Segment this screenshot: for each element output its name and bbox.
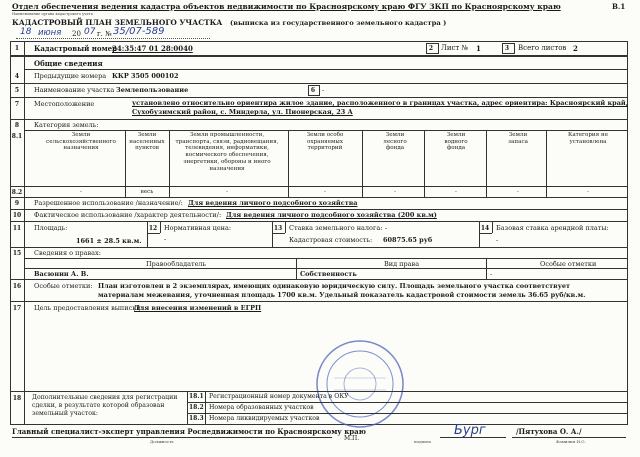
row-num: 16 [12,283,22,290]
document-title: КАДАСТРОВЫЙ ПЛАН ЗЕМЕЛЬНОГО УЧАСТКА [12,18,223,27]
land-tax-rate-value: - [385,224,388,232]
rights-type: Собственность [300,270,357,278]
sheet-num: 2 [428,45,434,52]
category-value: весь [140,189,154,195]
row-num: 12 [148,225,158,232]
category-value: - [455,189,457,195]
category-header: Земли сельскохозяйственного назначения [46,132,116,152]
name-caption: Фамилия И.О. [556,439,586,444]
row-num: 8.2 [11,189,23,196]
category-value: - [324,189,326,195]
total-value: 2 [573,44,578,53]
purpose-label: Цель предоставления выписки: [34,304,143,312]
normative-price-label: Нормативная цена: [164,224,232,232]
row-num: 18.3 [189,415,204,422]
row-num: 17 [12,305,22,312]
doc-number: 35/07-589 [113,26,165,37]
date-year: 07 [84,27,96,37]
total-num: 3 [504,45,510,52]
date-suffix: г. № [97,30,112,38]
reg-number-label: Регистрационный номер документа в ОКУ [209,393,349,400]
land-category-label: Категория земель: [34,121,99,129]
cadastral-number-value: 24:35:47 01 28:0040 [112,44,193,53]
row-num: 11 [12,225,22,232]
row-num: 15 [12,250,22,257]
category-value: - [587,189,589,195]
rights-label: Сведения о правах: [34,249,101,257]
category-value: - [80,189,82,195]
actual-use-value: Для ведения личного подсобного хозяйства (200 кв.м) [226,211,437,219]
general-section-title: Общие сведения [34,59,103,68]
official-stamp [314,338,406,430]
row-num: 4 [14,73,20,80]
category-header: Земли особо охраняемых территорий [306,132,344,152]
location-value-line2: Сухобузимский район, с. Миндерла, ул. Пионерская, 23 А [132,108,353,116]
actual-use-label: Фактическое использование /характер деятельности/: [34,211,222,219]
cadastral-number-label: Кадастровый номер [34,44,117,53]
row-num: 6 [310,87,316,94]
base-rent-rate-label: Базовая ставка арендной платы: [496,224,609,232]
base-rent-rate-value: - [496,236,499,244]
row-num: 7 [14,101,20,108]
category-value: - [517,189,519,195]
special-marks-line2: материалам межевания, уточненная площадь 1700 кв.м. Удельный показатель кадастровой стоимости земель 36.65 руб/кв.м. [98,291,586,299]
purpose-value: Для внесения изменений в ЕГРП [134,304,262,312]
cadastral-value-label: Кадастровая стоимость: [289,236,373,244]
rights-marks: - [490,270,493,278]
org-caption: Наименование органа кадастрового учета [12,12,93,16]
parcel-name-value: Землепользование [116,86,189,94]
category-value: - [226,189,228,195]
document-subtitle: (выписка из государственного земельного кадастра ) [230,18,447,27]
rights-col-type: Вид права [384,260,420,268]
row-num: 5 [14,87,20,94]
parcel-name-label: Наименование участка [34,86,115,94]
area-label: Площадь: [34,224,68,232]
previous-numbers-label: Предыдущие номера [34,72,107,80]
org-name: Отдел обеспечения ведения кадастра объектов недвижимости по Красноярскому краю ФГУ ЗКП по Красноярскому краю [12,2,561,11]
sign-caption: подпись [414,439,432,444]
row-num: 1 [14,45,20,52]
permitted-use-label: Разрешенное использование /назначение/: [34,199,183,207]
row-num: 13 [273,225,283,232]
row-num: 8.1 [11,133,23,140]
category-header: Категория не установлена [567,132,609,145]
date-month: июня [38,28,62,38]
cadastral-value-value: 60875.65 руб [383,236,433,244]
category-header: Земли водного фонда [444,132,468,152]
location-value-line1: установлено относительно ориентира жилое здание, расположенного в границах участка, адрес ориентира: Красноярский край, [132,99,629,107]
additional-info-label: Дополнительные сведения для регистрации сделки, в результате которой образован земельный участок: [32,394,178,418]
land-tax-rate-label: Ставка земельного налога: [289,224,383,232]
row-num: 8 [14,122,20,129]
total-label: Всего листов [518,44,567,52]
date-day: 18 [20,27,32,37]
rights-holder: Васюнин А. В. [34,270,89,278]
row-num: 18.1 [189,393,204,400]
special-marks-line1: План изготовлен в 2 экземплярах, имеющих одинаковую юридическую силу. Площадь земельного участка соответствует [98,282,571,290]
row-num: 14 [480,225,490,232]
rights-col-marks: Особые отметки [540,260,597,268]
date-year-prefix: 20 [72,30,81,38]
signature: Бург [454,423,486,438]
row6-value: - [322,86,325,94]
row-num: 18 [12,395,22,402]
row-num: 18.2 [189,404,204,411]
location-label: Местоположение [34,100,95,108]
sheet-label: Лист № [441,44,469,52]
category-value: - [394,189,396,195]
formed-parcels-label: Номера образованных участков [209,404,314,411]
area-value: 1661 ± 28.5 кв.м. [76,237,142,245]
signer-name: /Пятухова О. А./ [516,427,582,436]
normative-price-value: - [164,235,167,243]
previous-numbers-value: ККР 3505 000102 [112,72,179,80]
row-num: 10 [12,212,22,219]
form-code: В.1 [612,2,626,11]
category-header: Земли населенных пунктов [129,132,165,152]
sheet-value: 1 [476,44,481,53]
liquidated-parcels-label: Номера ликвидируемых участков [209,415,320,422]
permitted-use-value: Для ведения личного подсобного хозяйства [188,199,358,207]
signer-position: Главный специалист-эксперт управления Роснедвижимости по Красноярскому краю [12,427,366,436]
row-num: 9 [14,200,20,207]
position-caption: Должность [150,439,174,444]
category-header: Земли запаса [508,132,528,145]
seal-mark: М.П. [344,435,360,442]
category-header: Земли лесного фонда [383,132,407,152]
category-header: Земли промышленности, транспорта, связи, радиовещания, телевидения, информатики, космического обеспечения, энергетики, обороны и иного назначения [175,132,279,172]
special-marks-label: Особые отметки: [34,282,93,290]
rights-col-holder: Правообладатель [146,260,207,268]
